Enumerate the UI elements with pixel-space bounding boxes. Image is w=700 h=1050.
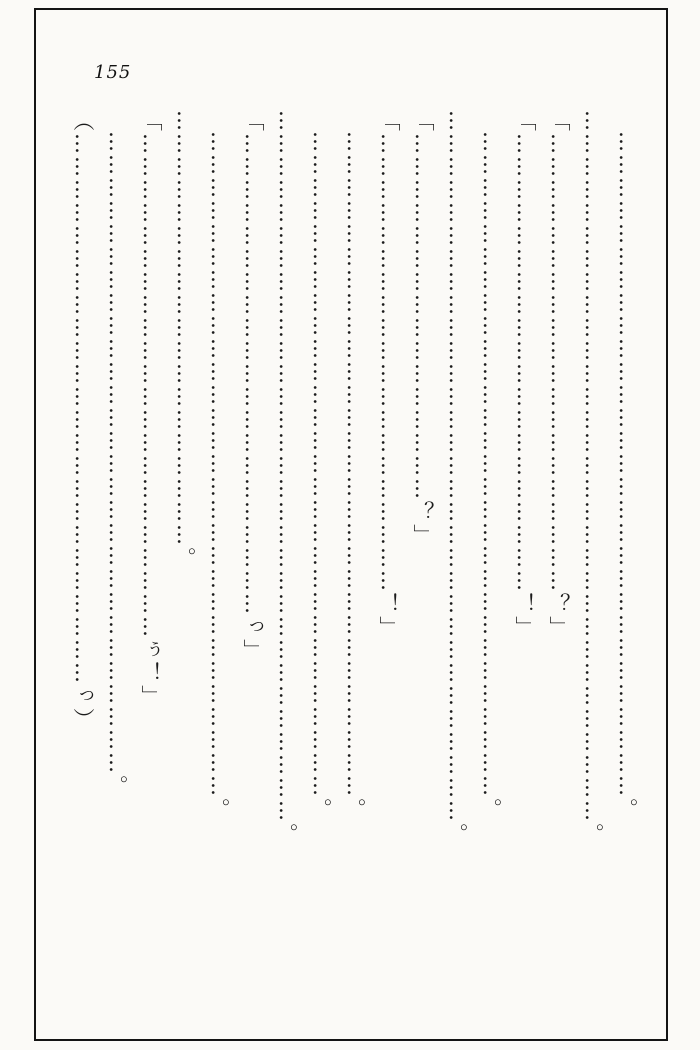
text-column: 「……………………………………………………？」 xyxy=(547,110,571,639)
text-column: ……………………………………………………………………………。 xyxy=(343,131,367,821)
text-column: …………………………………………………………………………………。 xyxy=(581,110,605,846)
text-column: ……………………………………………………………………………。 xyxy=(309,131,333,821)
text-column: ……………………………………………………………………………。 xyxy=(615,131,639,821)
text-column: ……………………………………………………………………………。 xyxy=(207,131,231,821)
text-column: （………………………………………………………………っ） xyxy=(71,110,95,731)
text-column: 「…………………………………………………………ぅ！」 xyxy=(139,110,163,708)
page-border xyxy=(34,8,668,1041)
text-column: …………………………………………………………………………………。 xyxy=(275,110,299,846)
text-column: 「……………………………………………………！」 xyxy=(377,110,401,639)
text-column: 「…………………………………………？」 xyxy=(411,110,435,547)
text-column: …………………………………………………………………………………。 xyxy=(445,110,469,846)
text-column: …………………………………………………。 xyxy=(173,110,197,570)
text-body xyxy=(58,110,644,997)
text-column: 「………………………………………………………っ」 xyxy=(241,110,265,662)
text-column: …………………………………………………………………………。 xyxy=(105,131,129,798)
page-number: 155 xyxy=(94,62,132,83)
text-column: 「……………………………………………………！」 xyxy=(513,110,537,639)
text-column: ……………………………………………………………………………。 xyxy=(479,131,503,821)
